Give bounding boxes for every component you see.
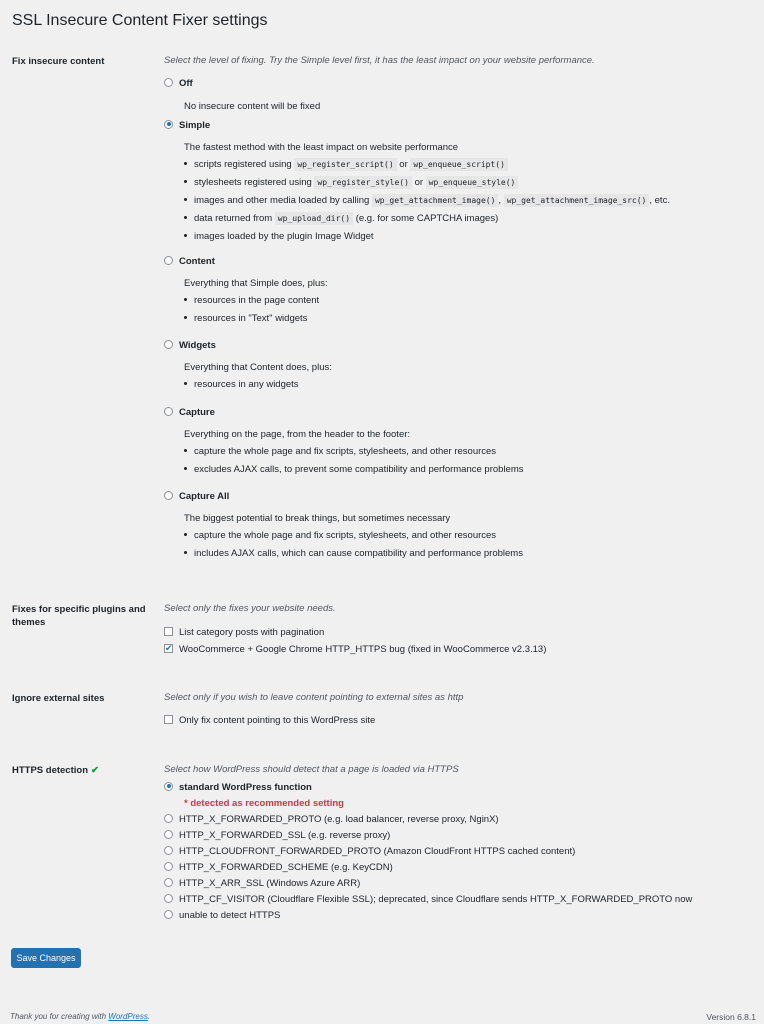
radio-https-forwarded-scheme-label[interactable]: HTTP_X_FORWARDED_SCHEME (e.g. KeyCDN) — [179, 862, 393, 873]
radio-https-cloudfront[interactable] — [164, 846, 575, 860]
radio-off[interactable] — [164, 78, 193, 92]
radio-widgets[interactable] — [164, 340, 216, 354]
radio-https-standard-label[interactable]: standard WordPress function — [179, 782, 312, 793]
checkbox-woocommerce-chrome[interactable] — [164, 644, 546, 658]
radio-https-standard[interactable] — [164, 782, 312, 796]
list-item: includes AJAX calls, which can cause compatibility and performance problems — [184, 547, 523, 565]
radio-capture-all-label[interactable]: Capture All — [179, 491, 230, 502]
plugin-fixes-label: Fixes for specific plugins and themes — [12, 604, 146, 628]
radio-https-cloudfront-control[interactable] — [164, 846, 173, 855]
plugin-fixes-description: Select only the fixes your website needs. — [164, 603, 336, 614]
radio-capture-control[interactable] — [164, 407, 173, 416]
simple-bullets — [184, 158, 670, 248]
list-item: capture the whole page and fix scripts, stylesheets, and other resources — [184, 445, 524, 463]
fix-content-description: Select the level of fixing. Try the Simple level first, it has the least impact on your website performance. — [164, 55, 595, 66]
ignore-external-description: Select only if you wish to leave content pointing to external sites as http — [164, 692, 464, 703]
footer-thanks — [10, 1012, 150, 1021]
recommended-note: * detected as recommended setting — [184, 798, 344, 809]
radio-capture-label[interactable]: Capture — [179, 407, 215, 418]
capture-all-bullets — [184, 529, 523, 565]
radio-https-forwarded-scheme[interactable] — [164, 862, 393, 876]
fix-content-label: Fix insecure content — [12, 56, 105, 67]
checkbox-woocommerce-chrome-label[interactable]: WooCommerce + Google Chrome HTTP_HTTPS bug (fixed in WooCommerce v2.3.13) — [179, 644, 547, 655]
capture-all-info: The biggest potential to break things, but sometimes necessary — [184, 513, 451, 524]
checkbox-list-category-posts[interactable] — [164, 627, 324, 641]
checkbox-only-fix-local-label[interactable]: Only fix content pointing to this WordPress site — [179, 715, 376, 726]
list-item: scripts registered using wp_register_script() or wp_enqueue_script() — [184, 158, 670, 176]
footer-thanks-prefix: Thank you for creating with — [10, 1012, 107, 1021]
checkbox-woocommerce-chrome-control[interactable]: ✔ — [165, 642, 173, 653]
radio-off-label[interactable]: Off — [179, 78, 193, 89]
radio-capture-all[interactable] — [164, 491, 229, 505]
checkbox-list-category-posts-control[interactable] — [164, 627, 173, 636]
radio-simple-control[interactable] — [164, 120, 173, 129]
https-detection-label-text: HTTPS detection — [12, 765, 89, 776]
radio-capture-all-control[interactable] — [164, 491, 173, 500]
content-info: Everything that Simple does, plus: — [184, 278, 328, 289]
save-changes-button[interactable]: Save Changes — [11, 948, 81, 968]
check-icon: ✔ — [91, 765, 99, 776]
wordpress-link[interactable]: WordPress — [108, 1012, 148, 1021]
radio-https-cf-visitor-control[interactable] — [164, 894, 173, 903]
list-item: resources in the page content — [184, 294, 319, 312]
radio-content-label[interactable]: Content — [179, 256, 215, 267]
https-detection-label — [12, 764, 147, 777]
radio-https-unable-label[interactable]: unable to detect HTTPS — [179, 910, 281, 921]
radio-capture[interactable] — [164, 407, 215, 421]
radio-simple[interactable] — [164, 120, 210, 134]
radio-https-cf-visitor[interactable] — [164, 894, 692, 908]
checkbox-only-fix-local-control[interactable] — [164, 715, 173, 724]
footer-thanks-suffix: . — [147, 1012, 151, 1021]
radio-https-arr-ssl-control[interactable] — [164, 878, 173, 887]
widgets-info: Everything that Content does, plus: — [184, 362, 332, 373]
list-item: resources in any widgets — [184, 378, 299, 396]
capture-bullets — [184, 445, 524, 481]
radio-content[interactable] — [164, 256, 215, 270]
radio-simple-label[interactable]: Simple — [179, 120, 211, 131]
radio-https-unable[interactable] — [164, 910, 280, 924]
list-item: excludes AJAX calls, to prevent some compatibility and performance problems — [184, 463, 524, 481]
radio-widgets-control[interactable] — [164, 340, 173, 349]
checkbox-list-category-posts-label[interactable]: List category posts with pagination — [179, 627, 325, 638]
content-bullets — [184, 294, 319, 330]
simple-info: The fastest method with the least impact on website performance — [184, 142, 459, 153]
page-title: SSL Insecure Content Fixer settings — [12, 12, 268, 29]
radio-off-control[interactable] — [164, 78, 173, 87]
https-detection-description: Select how WordPress should detect that a page is loaded via HTTPS — [164, 764, 459, 775]
radio-https-forwarded-proto[interactable] — [164, 814, 499, 828]
radio-https-forwarded-scheme-control[interactable] — [164, 862, 173, 871]
radio-widgets-label[interactable]: Widgets — [179, 340, 216, 351]
list-item: stylesheets registered using wp_register_style() or wp_enqueue_style() — [184, 176, 670, 194]
list-item: resources in "Text" widgets — [184, 312, 319, 330]
list-item: capture the whole page and fix scripts, stylesheets, and other resources — [184, 529, 523, 547]
radio-https-forwarded-proto-label[interactable]: HTTP_X_FORWARDED_PROTO (e.g. load balancer, reverse proxy, NginX) — [179, 814, 499, 825]
ignore-external-label: Ignore external sites — [12, 693, 105, 704]
list-item: images loaded by the plugin Image Widget — [184, 230, 670, 248]
radio-https-arr-ssl[interactable] — [164, 878, 360, 892]
radio-https-cf-visitor-label[interactable]: HTTP_CF_VISITOR (Cloudflare Flexible SSL); deprecated, since Cloudflare sends HTTP_X_FORWARDED_PROTO now — [179, 894, 693, 905]
radio-https-standard-control[interactable] — [164, 782, 173, 791]
radio-https-unable-control[interactable] — [164, 910, 173, 919]
radio-https-forwarded-ssl[interactable] — [164, 830, 390, 844]
widgets-bullets — [184, 378, 299, 396]
capture-info: Everything on the page, from the header to the footer: — [184, 429, 411, 440]
footer-version: Version 6.8.1 — [706, 1012, 756, 1022]
list-item: data returned from wp_upload_dir() (e.g. for some CAPTCHA images) — [184, 212, 670, 230]
checkbox-only-fix-local[interactable] — [164, 715, 375, 729]
radio-https-arr-ssl-label[interactable]: HTTP_X_ARR_SSL (Windows Azure ARR) — [179, 878, 361, 889]
radio-https-forwarded-ssl-control[interactable] — [164, 830, 173, 839]
radio-https-forwarded-ssl-label[interactable]: HTTP_X_FORWARDED_SSL (e.g. reverse proxy) — [179, 830, 391, 841]
radio-content-control[interactable] — [164, 256, 173, 265]
off-info: No insecure content will be fixed — [184, 101, 321, 112]
list-item: images and other media loaded by calling wp_get_attachment_image() , wp_get_attachment_image_src() , etc. — [184, 194, 670, 212]
radio-https-forwarded-proto-control[interactable] — [164, 814, 173, 823]
radio-https-cloudfront-label[interactable]: HTTP_CLOUDFRONT_FORWARDED_PROTO (Amazon CloudFront HTTPS cached content) — [179, 846, 576, 857]
